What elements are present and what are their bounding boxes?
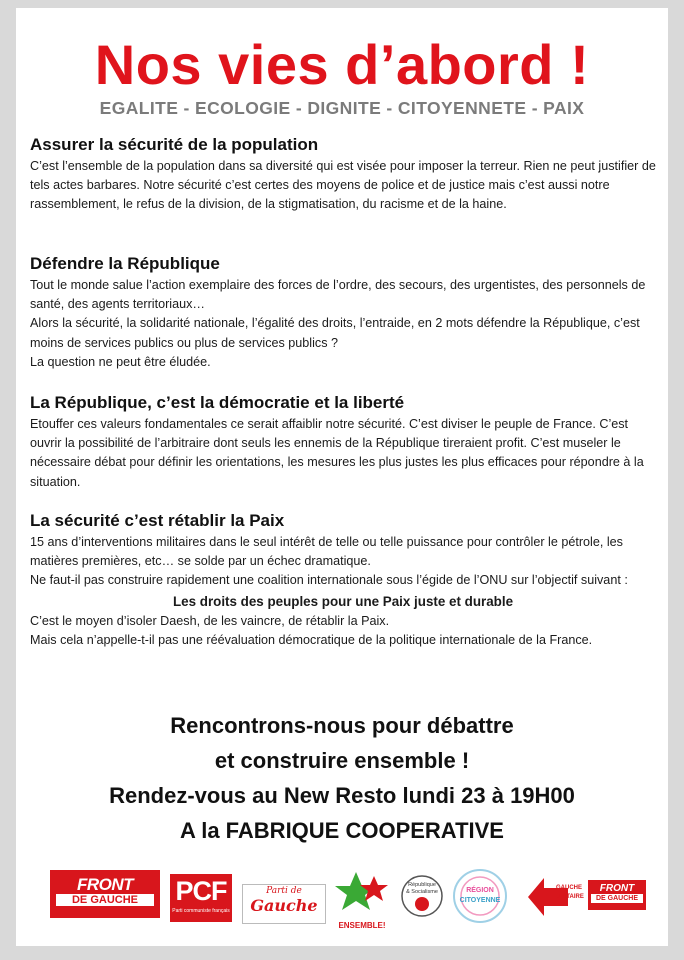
republique-socialisme-logo (400, 874, 444, 924)
logo-text: UNITAIRE (556, 894, 584, 900)
logo-text: ENSEMBLE! (338, 921, 386, 930)
section-retablir-paix (30, 510, 656, 650)
logo-text: Parti de (266, 886, 302, 896)
section-paragraph: Mais cela n’appelle-t-il pas une réévaluation démocratique de la politique internationale de la France. (30, 632, 593, 647)
partner-logos (16, 864, 668, 934)
front-de-gauche-logo (50, 870, 160, 918)
logo-text: République (408, 882, 436, 888)
region-citoyenne-logo (452, 868, 508, 924)
cta-line: et construire ensemble ! (214, 748, 470, 773)
section-defendre-republique (30, 253, 656, 372)
logo-text: Gauche (250, 896, 318, 915)
section-paragraph: 15 ans d’interventions militaires dans le seul intérêt de telle ou telle puissance pour contrôler le pétrole, les matières premières, etc… se solde par un échec dramatique. (30, 535, 623, 569)
star-icon (332, 870, 392, 916)
logo-text: RÉGION (466, 887, 494, 894)
section-paragraph: Tout le monde salue l’action exemplaire des forces de l’ordre, des secours, des urgentistes, des personnels de santé, des agents territoriaux… (30, 278, 646, 312)
front-de-gauche-small-logo (588, 880, 646, 910)
highlight-line: Les droits des peuples pour une Paix juste et durable (172, 593, 514, 609)
pcf-logo (170, 874, 232, 922)
section-paragraph: Alors la sécurité, la solidarité nationale, l’égalité des droits, l’entraide, en 2 mots défendre la République, c’est moins de services publics ou plus de services publics ? (30, 316, 640, 350)
ensemble-logo (332, 870, 392, 928)
section-democratie-liberte (30, 392, 656, 492)
cta-line: A la FABRIQUE COOPERATIVE (180, 818, 504, 843)
section-securite-population (30, 134, 656, 215)
flyer-sheet (16, 8, 668, 946)
section-title: La sécurité c’est rétablir la Paix (30, 511, 285, 530)
section-title: Défendre la République (30, 254, 220, 273)
logo-text: PCF (175, 876, 227, 906)
section-paragraph: C’est le moyen d’isoler Daesh, de les vaincre, de rétablir la Paix. (30, 613, 390, 628)
logo-text: DE GAUCHE (591, 894, 643, 903)
logo-text: CITOYENNE (459, 897, 501, 904)
logo-text: DE GAUCHE (56, 894, 154, 906)
section-title: La République, c’est la démocratie et la liberté (30, 393, 405, 412)
logo-text: FRONT (599, 883, 635, 894)
parti-de-gauche-logo (242, 884, 326, 924)
cta-line: Rendez-vous au New Resto lundi 23 à 19H00 (109, 783, 575, 808)
section-title: Assurer la sécurité de la population (30, 135, 319, 154)
logo-text: FRONT (76, 875, 134, 894)
gauche-unitaire-logo (528, 876, 586, 918)
section-paragraph: C’est l’ensemble de la population dans sa diversité qui est visée pour imposer la terreur. Rien ne peut justifier de tels actes barbares. Notre sécurité c’est certes des moyens de police et de justice mais c’est aussi notre rassemblement, le refus de la division, de la stigmatisation, du racisme et de la haine. (30, 159, 656, 212)
section-paragraph: La question ne peut être éludée. (30, 354, 211, 369)
cta-line: Rencontrons-nous pour débattre (170, 713, 514, 738)
logo-text: GAUCHE (556, 885, 583, 891)
flyer-title: Nos vies d’abord ! (94, 33, 590, 96)
call-to-action (16, 708, 668, 848)
logo-text: Parti communiste français (172, 908, 230, 914)
logo-text: & Socialisme (406, 889, 438, 895)
circle-emblem-icon (400, 874, 444, 918)
section-paragraph: Etouffer ces valeurs fondamentales ce serait affaiblir notre sécurité. C’est diviser le peuple de France. C’est ouvrir la possibilité de l’arbitraire dont seuls les ennemis de la République tireraient profit. C’est museler le nécessaire débat pour définir les orientations, les mesures les plus justes les plus efficaces pour répondre à la situation. (30, 417, 644, 489)
section-paragraph: Ne faut-il pas construire rapidement une coalition internationale sous l’égide de l’ONU sur l’objectif suivant : (30, 573, 628, 588)
flyer-subtitle: EGALITE - ECOLOGIE - DIGNITE - CITOYENNETE - PAIX (99, 98, 585, 118)
